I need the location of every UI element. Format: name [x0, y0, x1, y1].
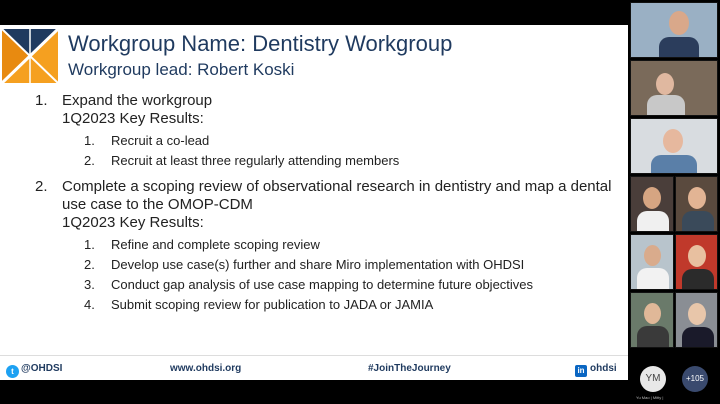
participant-video[interactable] — [630, 60, 718, 116]
key-result-item: 4. Submit scoping review for publication to JADA or JAMIA — [84, 297, 434, 312]
participant-video[interactable] — [630, 176, 674, 232]
participant-caption: Yu Mao | Mitty | — [636, 395, 664, 400]
slide-footer — [0, 355, 628, 380]
goals-list — [35, 92, 625, 315]
goal-2 — [35, 178, 625, 315]
participant-video[interactable] — [630, 2, 718, 58]
key-result-item: 2. Recruit at least three regularly attending members — [84, 153, 400, 168]
ohdsi-logo — [2, 29, 58, 83]
shared-slide — [0, 25, 628, 380]
key-results-list — [62, 131, 625, 171]
key-results-label: 1Q2023 Key Results: — [62, 110, 204, 127]
participant-video[interactable] — [630, 292, 674, 348]
goal-number: 2. — [35, 178, 48, 195]
footer-linkedin: in ohdsi — [575, 363, 617, 377]
goal-1 — [35, 92, 625, 171]
key-results-label: 1Q2023 Key Results: — [62, 214, 204, 231]
key-result-item: 1. Recruit a co-lead — [84, 133, 210, 148]
participant-avatar[interactable]: YM — [640, 366, 666, 392]
participant-video[interactable] — [675, 234, 718, 290]
footer-website: www.ohdsi.org — [170, 363, 242, 374]
top-bar — [0, 0, 720, 25]
participant-video[interactable] — [630, 118, 718, 174]
slide-title: Workgroup Name: Dentistry Workgroup — [68, 31, 453, 56]
footer-twitter: t @OHDSI — [6, 363, 62, 378]
key-result-item: 1. Refine and complete scoping review — [84, 237, 320, 252]
goal-text: Complete a scoping review of observational research in dentistry and map a dental use case to the OMOP-CDM — [62, 178, 612, 213]
linkedin-icon: in — [575, 365, 587, 377]
bottom-bar — [0, 380, 720, 404]
goal-number: 1. — [35, 92, 48, 109]
key-result-item: 3. Conduct gap analysis of use case mapping to determine future objectives — [84, 277, 534, 292]
participant-video[interactable] — [675, 292, 718, 348]
twitter-icon: t — [6, 365, 19, 378]
more-participants-button[interactable]: +105 — [682, 366, 708, 392]
key-results-list — [62, 235, 625, 315]
participant-video[interactable] — [630, 234, 674, 290]
participant-video[interactable] — [675, 176, 718, 232]
goal-text: Expand the workgroup — [62, 92, 213, 109]
key-result-item: 2. Develop use case(s) further and share Miro implementation with OHDSI — [84, 257, 525, 272]
footer-hashtag: #JoinTheJourney — [368, 363, 451, 374]
slide-subtitle: Workgroup lead: Robert Koski — [68, 60, 295, 79]
